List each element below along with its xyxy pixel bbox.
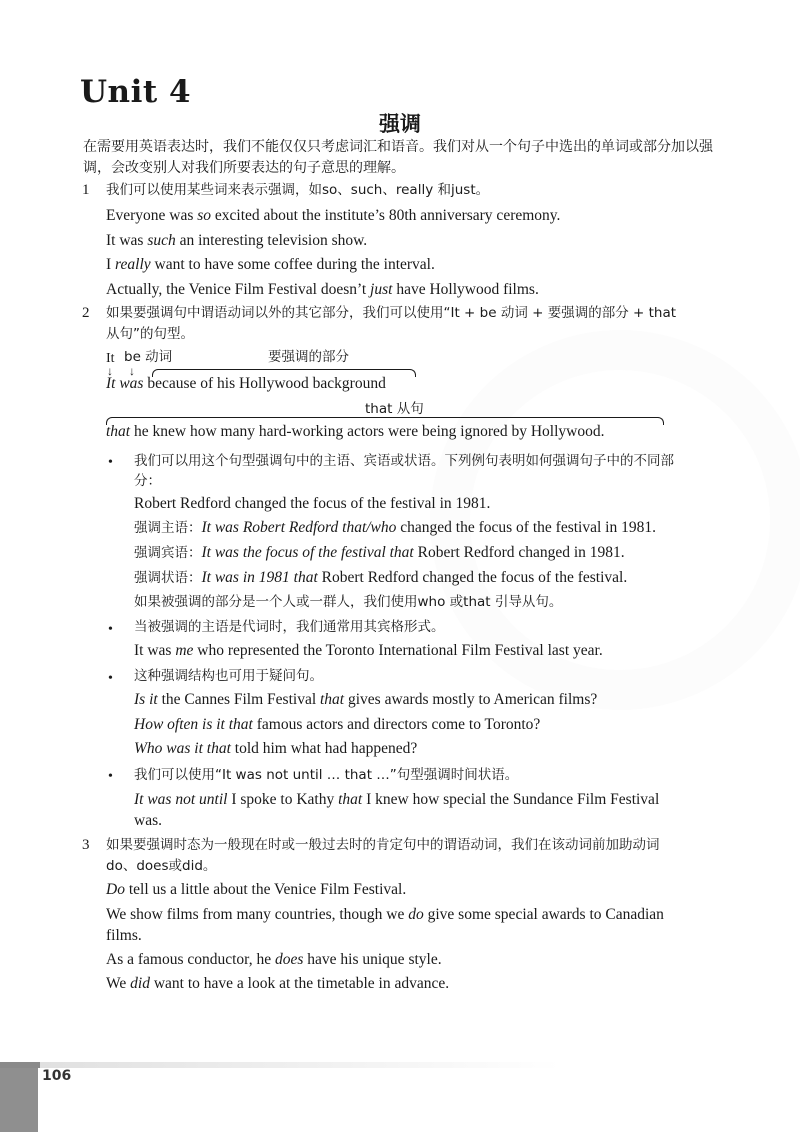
example-sentence-cont: was. [134, 812, 162, 829]
diagram-sentence: It was because of his Hollywood background [106, 375, 386, 392]
example-sentence: It was not until I spoke to Kathy that I knew how special the Sundance Film Festival [134, 791, 660, 808]
section-2-rule: 如果要强调句中谓语动词以外的其它部分，我们可以使用“It + be 动词 + 要强调的部分 + that [106, 305, 677, 321]
bullet-icon: • [108, 769, 113, 784]
diagram-label-that: that 从句 [365, 401, 424, 417]
example-adverbial: 强调状语：It was in 1981 that Robert Redford changed the focus of the festival. [134, 569, 628, 586]
section-3-rule: 如果要强调时态为一般现在时或一般过去时的肯定句中的谓语动词，我们在该动词前加助动词 [106, 837, 660, 853]
diagram-label-part: 要强调的部分 [268, 349, 349, 365]
example-sentence: As a famous conductor, he does have his unique style. [106, 951, 442, 968]
section-title: 强调 [379, 112, 421, 136]
example-sentence: We did want to have a look at the timetable in advance. [106, 975, 450, 992]
page-footer-bar [0, 1062, 800, 1068]
example-sentence: We show films from many countries, though we do give some special awards to Canadian [106, 906, 664, 923]
example-sentence: Everyone was so excited about the institute’s 80th anniversary ceremony. [106, 207, 561, 224]
example-question: Is it the Cannes Film Festival that gives awards mostly to American films? [134, 691, 598, 708]
bullet-4-text: 我们可以使用“It was not until … that …”句型强调时间状语。 [134, 767, 519, 783]
example-sentence: Actually, the Venice Film Festival doesn’t just have Hollywood films. [106, 281, 539, 298]
page-side-tab [0, 1068, 38, 1132]
section-number-2: 2 [82, 305, 90, 321]
diagram-label-be: be 动词 [124, 349, 173, 365]
example-sentence-cont: films. [106, 927, 142, 944]
bullet-2-text: 当被强调的主语是代词时，我们通常用其宾格形式。 [134, 619, 445, 635]
section-number-3: 3 [82, 837, 90, 853]
example-sentence: Do tell us a little about the Venice Film Festival. [106, 881, 407, 898]
diagram-sentence-2: that he knew how many hard-working actors were being ignored by Hollywood. [106, 423, 605, 440]
diagram-label-it: It [106, 351, 115, 366]
unit-title: Unit 4 [80, 74, 192, 110]
page-number: 106 [42, 1068, 72, 1084]
example-sentence: It was such an interesting television show. [106, 232, 368, 249]
section-1-rule: 我们可以使用某些词来表示强调，如so、such、really 和just。 [106, 182, 490, 198]
arrow-down-icon: ↓ [107, 364, 113, 378]
example-subject: 强调主语：It was Robert Redford that/who changed the focus of the festival in 1981. [134, 519, 656, 536]
example-sentence: I really want to have some coffee during the interval. [106, 256, 435, 273]
bullet-3-text: 这种强调结构也可用于疑问句。 [134, 668, 323, 684]
example-sentence: It was me who represented the Toronto International Film Festival last year. [134, 642, 603, 659]
bullet-icon: • [108, 671, 113, 686]
bullet-1-note: 如果被强调的部分是一个人或一群人，我们使用who 或that 引导从句。 [134, 594, 563, 610]
example-question: How often is it that famous actors and directors come to Toronto? [134, 716, 541, 733]
example-question: Who was it that told him what had happened? [134, 740, 418, 757]
arrow-down-icon: ↓ [129, 364, 135, 378]
bullet-1-text-cont: 分： [134, 473, 161, 489]
example-object: 强调宾语：It was the focus of the festival that Robert Redford changed in 1981. [134, 544, 625, 561]
example-sentence: Robert Redford changed the focus of the festival in 1981. [134, 495, 491, 512]
section-3-rule-cont: do、does或did。 [106, 858, 217, 874]
intro-paragraph: 在需要用英语表达时，我们不能仅仅只考虑词汇和语音。我们对从一个句子中选出的单词或部分加以强调，会改变别人对我们所要表达的句子意思的理解。 [83, 139, 713, 176]
bullet-icon: • [108, 455, 113, 470]
section-2-rule-cont: 从句”的句型。 [106, 326, 194, 342]
bullet-icon: • [108, 622, 113, 637]
bullet-1-text: 我们可以用这个句型强调句中的主语、宾语或状语。下列例句表明如何强调句子中的不同部 [134, 453, 674, 469]
section-number-1: 1 [82, 182, 90, 198]
